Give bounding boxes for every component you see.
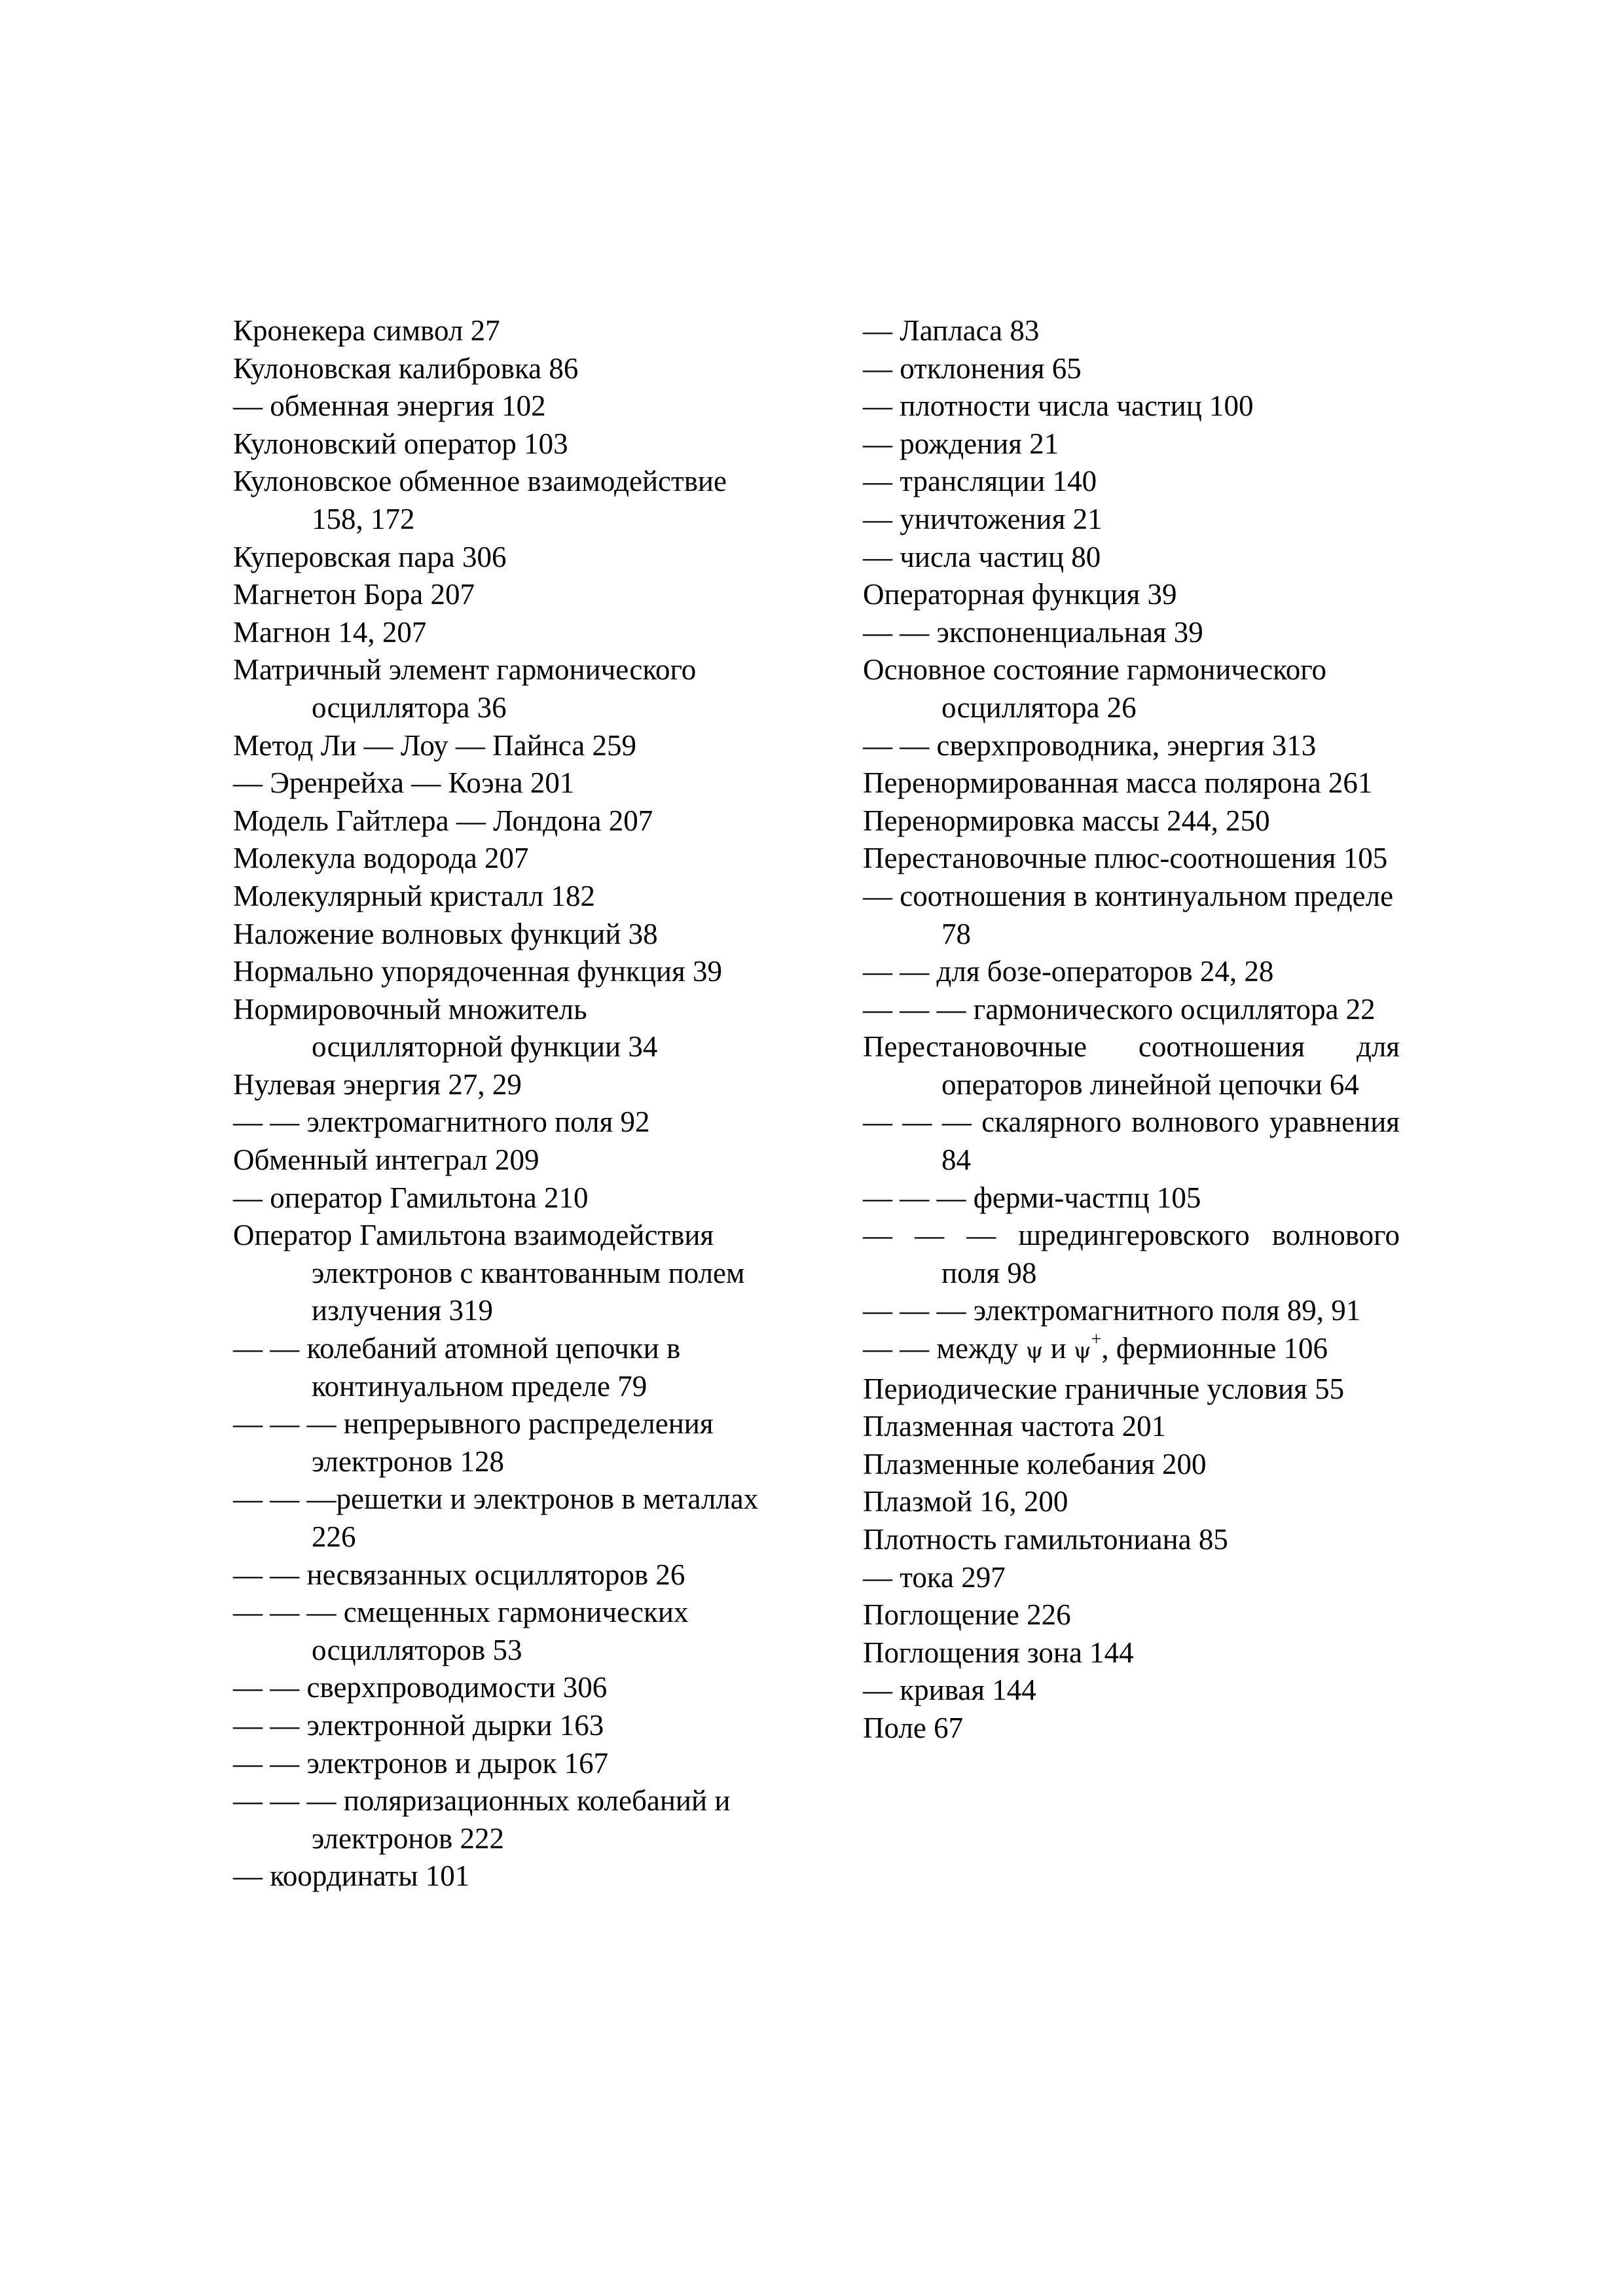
entry-text-before: — — между — [863, 1332, 1026, 1365]
index-entry: — — —решетки и электронов в металлах 226 — [233, 1482, 759, 1553]
index-entry: Магнетон Бора 207 — [233, 578, 475, 611]
index-entry: Молекула водорода 207 — [233, 842, 529, 875]
index-entry: Матричный элемент гармонического осциллятора 36 — [233, 653, 697, 724]
superscript-plus: + — [1091, 1329, 1102, 1350]
index-column-right — [863, 312, 1400, 1748]
psi-symbol: ψ — [1025, 1338, 1044, 1365]
index-entry: — — — ферми-частпц 105 — [863, 1181, 1201, 1214]
index-entry: — — экспоненциальная 39 — [863, 615, 1203, 649]
entry-text-mid: и — [1043, 1332, 1074, 1365]
index-entry: — — сверхпроводимости 306 — [233, 1671, 608, 1704]
index-entry: Операторная функция 39 — [863, 578, 1177, 611]
entry-text-after: , фермионные 106 — [1101, 1332, 1328, 1365]
psi-symbol: ψ — [1073, 1338, 1091, 1365]
index-column-left — [233, 312, 770, 1895]
index-entry: — — для бозе-операторов 24, 28 — [863, 955, 1274, 988]
index-entry: Перестановочные соотношения для операторов линейной цепочки 64 — [863, 1030, 1400, 1101]
index-entry: — трансляции 140 — [863, 465, 1097, 498]
index-entry: — координаты 101 — [233, 1859, 470, 1893]
index-entry: Поглощение 226 — [863, 1598, 1071, 1632]
index-entry: — числа частиц 80 — [863, 540, 1101, 573]
index-entry: — тока 297 — [863, 1560, 1006, 1594]
index-entry: Метод Ли — Лоу — Пайнса 259 — [233, 728, 636, 762]
index-entry: — — сверхпроводника, энергия 313 — [863, 728, 1317, 762]
index-entry: — — электронов и дырок 167 — [233, 1746, 609, 1780]
index-entry: Основное состояние гармонического осциллятора 26 — [863, 653, 1327, 724]
index-entry: — — несвязанных осцилляторов 26 — [233, 1558, 685, 1591]
index-entry: — уничтожения 21 — [863, 502, 1103, 535]
index-entry: — — — смещенных гармонических осцилляторов 53 — [233, 1596, 689, 1666]
index-entry-psi — [863, 1330, 1400, 1371]
index-entry: — рождения 21 — [863, 427, 1059, 460]
index-entry: — отклонения 65 — [863, 351, 1082, 385]
index-entry: — Лапласа 83 — [863, 314, 1040, 347]
index-entry: — кривая 144 — [863, 1674, 1036, 1707]
index-entry: — — электромагнитного поля 92 — [233, 1105, 650, 1139]
index-entry: Молекулярный кристалл 182 — [233, 879, 595, 912]
index-entry: Плазменная частота 201 — [863, 1410, 1167, 1443]
index-entry: — оператор Гамильтона 210 — [233, 1181, 589, 1214]
index-entry: Кронекера символ 27 — [233, 314, 500, 347]
index-entry: Кулоновская калибровка 86 — [233, 351, 579, 385]
index-entry: — соотношения в континуальном пределе 78 — [863, 879, 1394, 950]
index-entry: Плазменные колебания 200 — [863, 1447, 1207, 1480]
index-entry: Наложение волновых функций 38 — [233, 917, 658, 950]
index-entry: Перенормированная масса полярона 261 — [863, 766, 1373, 800]
index-entry: Нормально упорядоченная функция 39 — [233, 955, 722, 988]
index-entry: — — — электромагнитного поля 89, 91 — [863, 1294, 1361, 1327]
index-entry: Куперовская пара 306 — [233, 540, 507, 573]
index-entry: — — — гармонического осциллятора 22 — [863, 992, 1376, 1026]
index-entry: — — — поляризационных колебаний и электронов 222 — [233, 1784, 731, 1855]
index-entry: Кулоновское обменное взаимодействие 158, 172 — [233, 465, 727, 535]
index-entry: — — — шредингеровского волнового поля 98 — [863, 1219, 1400, 1289]
index-entry: Нормировочный множитель осцилляторной функции 34 — [233, 992, 658, 1064]
index-entry: — — — непрерывного распределения электронов 128 — [233, 1407, 714, 1478]
index-entry: — обменная энергия 102 — [233, 389, 546, 423]
index-entry: Оператор Гамильтона взаимодействия электронов с квантованным полем излучения 319 — [233, 1219, 745, 1327]
index-entry: Плазмой 16, 200 — [863, 1485, 1068, 1518]
index-entry: Нулевая энергия 27, 29 — [233, 1067, 522, 1101]
index-entry: Модель Гайтлера — Лондона 207 — [233, 804, 653, 837]
index-entry: — — колебаний атомной цепочки в континуальном пределе 79 — [233, 1332, 681, 1403]
index-entry: Обменный интеграл 209 — [233, 1143, 539, 1177]
index-entry: — плотности числа частиц 100 — [863, 389, 1254, 423]
index-entry: Кулоновский оператор 103 — [233, 427, 568, 460]
index-entry: Перенормировка массы 244, 250 — [863, 804, 1270, 837]
index-entry: Перестановочные плюс-соотношения 105 — [863, 842, 1388, 875]
index-entry: Магнон 14, 207 — [233, 615, 427, 649]
index-entry: — — — скалярного волнового уравнения 84 — [863, 1105, 1400, 1177]
index-entry: Плотность гамильтониана 85 — [863, 1523, 1228, 1556]
index-entry: Периодические граничные условия 55 — [863, 1372, 1345, 1405]
index-entry: — — электронной дырки 163 — [233, 1708, 604, 1742]
index-entry: Поле 67 — [863, 1711, 964, 1744]
index-entry: Поглощения зона 144 — [863, 1636, 1134, 1669]
index-entry: — Эренрейха — Коэна 201 — [233, 766, 575, 800]
